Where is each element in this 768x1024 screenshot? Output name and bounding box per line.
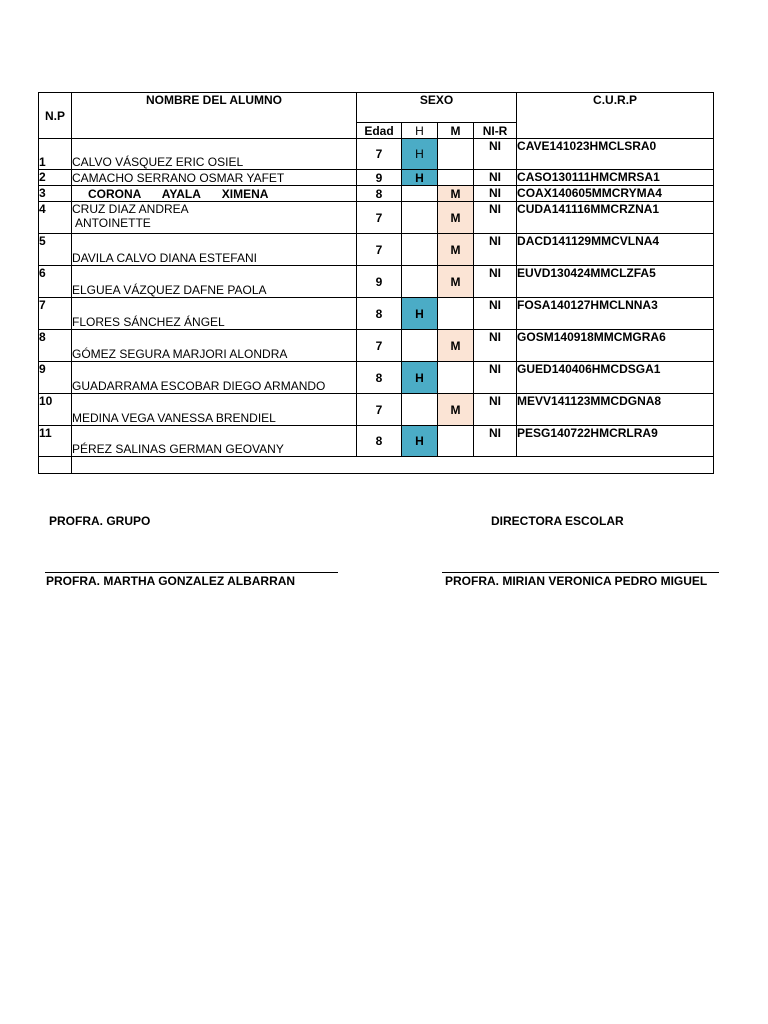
row-number: 10 xyxy=(39,394,72,426)
curp: MEVV141123MMCDGNA8 xyxy=(517,394,714,426)
right-signature-line xyxy=(442,572,719,573)
sex-m: M xyxy=(438,202,474,234)
student-age: 7 xyxy=(357,139,402,170)
curp: CAVE141023HMCLSRA0 xyxy=(517,139,714,170)
student-name: DAVILA CALVO DIANA ESTEFANI xyxy=(72,234,357,266)
ni-r: NI xyxy=(474,266,517,298)
header-edad: Edad xyxy=(357,123,402,139)
sex-m: M xyxy=(438,234,474,266)
row-number: 11 xyxy=(39,426,72,457)
student-age: 8 xyxy=(357,426,402,457)
sex-m: M xyxy=(438,394,474,426)
student-roster-table xyxy=(38,92,714,474)
student-name: FLORES SÁNCHEZ ÁNGEL xyxy=(72,298,357,330)
header-nir: NI-R xyxy=(474,123,517,139)
table-row xyxy=(39,330,714,362)
left-signature-name: PROFRA. MARTHA GONZALEZ ALBARRAN xyxy=(46,574,296,588)
student-age: 8 xyxy=(357,298,402,330)
row-number: 4 xyxy=(39,202,72,234)
student-name: MEDINA VEGA VANESSA BRENDIEL xyxy=(72,394,357,426)
student-name: CORONA AYALA XIMENA xyxy=(72,186,357,202)
right-signature-role: DIRECTORA ESCOLAR xyxy=(491,514,624,528)
curp: DACD141129MMCVLNA4 xyxy=(517,234,714,266)
table-row xyxy=(39,298,714,330)
sex-m xyxy=(438,298,474,330)
left-signature-line xyxy=(45,572,338,573)
sex-h xyxy=(402,234,438,266)
row-number: 8 xyxy=(39,330,72,362)
curp: GOSM140918MMCMGRA6 xyxy=(517,330,714,362)
table-row xyxy=(39,186,714,202)
curp: GUED140406HMCDSGA1 xyxy=(517,362,714,394)
student-age: 7 xyxy=(357,234,402,266)
row-number: 7 xyxy=(39,298,72,330)
student-name: ELGUEA VÁZQUEZ DAFNE PAOLA xyxy=(72,266,357,298)
ni-r: NI xyxy=(474,426,517,457)
table-row xyxy=(39,202,714,234)
student-age: 8 xyxy=(357,362,402,394)
header-h: H xyxy=(402,123,438,139)
curp: CUDA141116MMCRZNA1 xyxy=(517,202,714,234)
student-name: PÉREZ SALINAS GERMAN GEOVANY xyxy=(72,426,357,457)
student-age: 9 xyxy=(357,266,402,298)
student-name: CAMACHO SERRANO OSMAR YAFET xyxy=(72,170,357,186)
ni-r: NI xyxy=(474,139,517,170)
curp: FOSA140127HMCLNNA3 xyxy=(517,298,714,330)
curp: PESG140722HMCRLRA9 xyxy=(517,426,714,457)
sex-h: H xyxy=(402,362,438,394)
sex-m xyxy=(438,362,474,394)
student-age: 7 xyxy=(357,330,402,362)
table-row xyxy=(39,394,714,426)
sex-h: H xyxy=(402,298,438,330)
table-row xyxy=(39,234,714,266)
sex-m: M xyxy=(438,266,474,298)
curp: CASO130111HMCMRSA1 xyxy=(517,170,714,186)
table-row xyxy=(39,266,714,298)
table-row xyxy=(39,139,714,170)
header-name: NOMBRE DEL ALUMNO xyxy=(72,93,357,139)
empty-cell xyxy=(39,457,72,474)
student-name-line2: ANTOINETTE xyxy=(75,216,151,230)
sex-m xyxy=(438,139,474,170)
student-age: 7 xyxy=(357,202,402,234)
student-age: 9 xyxy=(357,170,402,186)
sex-h: H xyxy=(402,426,438,457)
sex-h xyxy=(402,202,438,234)
ni-r: NI xyxy=(474,186,517,202)
ni-r: NI xyxy=(474,330,517,362)
student-name: GÓMEZ SEGURA MARJORI ALONDRA xyxy=(72,330,357,362)
table-row xyxy=(39,170,714,186)
curp: EUVD130424MMCLZFA5 xyxy=(517,266,714,298)
row-number: 2 xyxy=(39,170,72,186)
row-number: 9 xyxy=(39,362,72,394)
ni-r: NI xyxy=(474,234,517,266)
sex-h xyxy=(402,330,438,362)
header-curp: C.U.R.P xyxy=(517,93,714,139)
sex-h: H xyxy=(402,139,438,170)
ni-r: NI xyxy=(474,202,517,234)
sex-h xyxy=(402,186,438,202)
header-sexo: SEXO xyxy=(357,93,517,123)
sex-m: M xyxy=(438,330,474,362)
curp: COAX140605MMCRYMA4 xyxy=(517,186,714,202)
ni-r: NI xyxy=(474,298,517,330)
sex-m xyxy=(438,170,474,186)
ni-r: NI xyxy=(474,394,517,426)
row-number: 3 xyxy=(39,186,72,202)
ni-r: NI xyxy=(474,170,517,186)
empty-cell xyxy=(72,457,714,474)
sex-h: H xyxy=(402,170,438,186)
header-m: M xyxy=(438,123,474,139)
sex-h xyxy=(402,266,438,298)
student-name-line1: CRUZ DIAZ ANDREA xyxy=(72,202,189,216)
table-row xyxy=(39,426,714,457)
ni-r: NI xyxy=(474,362,517,394)
student-name: CALVO VÁSQUEZ ERIC OSIEL xyxy=(72,139,357,170)
header-np: N.P xyxy=(39,93,72,139)
sex-m xyxy=(438,426,474,457)
sex-m: M xyxy=(438,186,474,202)
row-number: 5 xyxy=(39,234,72,266)
right-signature-name: PROFRA. MIRIAN VERONICA PEDRO MIGUEL xyxy=(445,574,708,588)
sex-h xyxy=(402,394,438,426)
row-number: 6 xyxy=(39,266,72,298)
table-row xyxy=(39,362,714,394)
student-age: 7 xyxy=(357,394,402,426)
left-signature-role: PROFRA. GRUPO xyxy=(49,514,151,528)
student-age: 8 xyxy=(357,186,402,202)
table-row-empty xyxy=(39,457,714,474)
student-name xyxy=(72,202,357,234)
row-number: 1 xyxy=(39,139,72,170)
student-name: GUADARRAMA ESCOBAR DIEGO ARMANDO xyxy=(72,362,357,394)
